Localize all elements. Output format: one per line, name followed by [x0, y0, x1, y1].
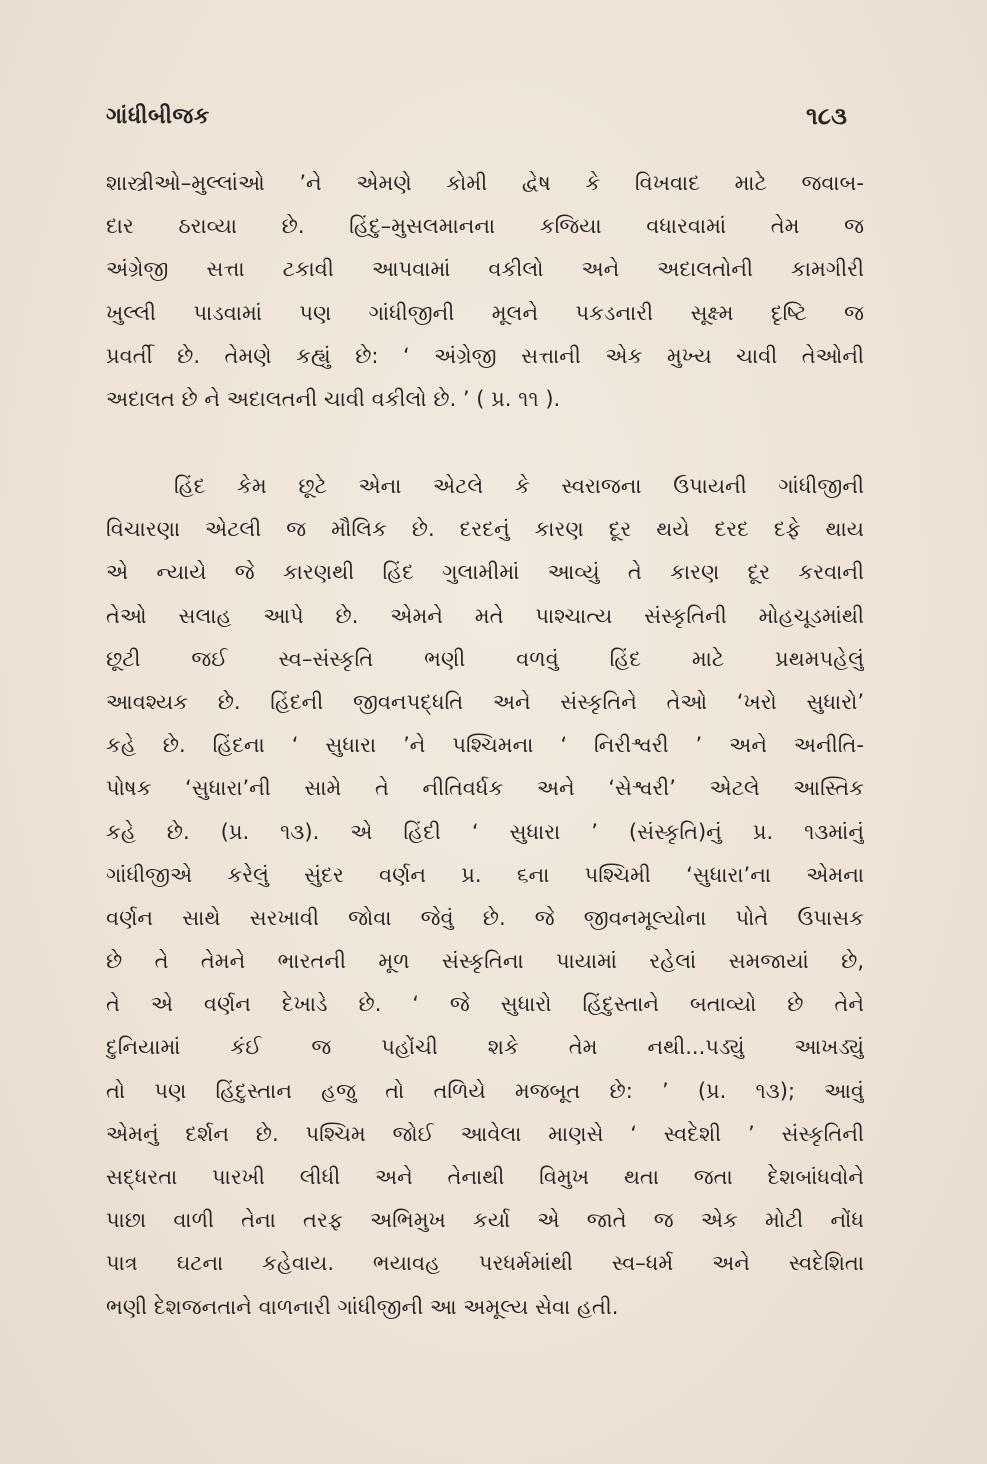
text-line: અદાલત છે ને અદાલતની ચાવી વકીલો છે. ’ ( પ્ર. ૧૧ ). — [106, 386, 561, 411]
running-title: ગાંધીબીજક — [106, 104, 210, 129]
text-line: એમનું દર્શન છે. પશ્ચિમ જોઈ આવેલા માણસે ‘ સ્વદેશી ’ સંસ્કૃતિની — [106, 1121, 864, 1146]
paragraph-2 — [106, 465, 864, 1329]
text-line: આવશ્યક છે. હિંદની જીવનપદ્ધતિ અને સંસ્કૃતિને તેઓ ‘ખરો સુધારો’ — [106, 689, 864, 714]
text-line: પાત્ર ઘટના કહેવાય. ભયાવહ પરધર્મમાંથી સ્વ–ધર્મ અને સ્વદેશિતા — [106, 1251, 864, 1276]
text-line: તે એ વર્ણન દેખાડે છે. ‘ જે સુધારો હિંદુસ્તાને બતાવ્યો છે તેને — [106, 992, 864, 1017]
text-line: અંગ્રેજી સત્તા ટકાવી આપવામાં વકીલો અને અદાલતોની કામગીરી — [106, 257, 864, 282]
text-line: સદ્ધરતા પારખી લીધી અને તેનાથી વિમુખ થતા જતા દેશબાંધવોને — [106, 1165, 864, 1189]
text-line: કહે છે. (પ્ર. ૧૩). એ હિંદી ‘ સુધારા ’ (સંસ્કૃતિ)નું પ્ર. ૧૩માંનું — [106, 819, 864, 844]
text-line: તેઓ સલાહ આપે છે. એમને મતે પાશ્ચાત્ય સંસ્કૃતિની મોહચૂડમાંથી — [106, 603, 864, 628]
text-line: કહે છે. હિંદના ‘ સુધારા ’ને પશ્ચિમના ‘ નિરીશ્વરી ’ અને અનીતિ- — [106, 733, 864, 758]
text-line: છૂટી જઈ સ્વ–સંસ્કૃતિ ભણી વળવું હિંદ માટે પ્રથમપહેલું — [106, 646, 864, 671]
text-line: છે તે તેમને ભારતની મૂળ સંસ્કૃતિના પાયામાં રહેલાં સમજાયાં છે, — [106, 949, 864, 974]
text-line: પોષક ‘સુધારા’ની સામે તે નીતિવર્ધક અને ‘સેશ્વરી’ એટલે આસ્તિક — [106, 776, 864, 801]
text-line: વિચારણા એટલી જ મૌલિક છે. દરદનું કારણ દૂર થયે દરદ દફે થાય — [106, 517, 864, 542]
text-line: શાસ્ત્રીઓ–મુલ્લાંઓ ’ને એમણે કોમી દ્વેષ કે વિખવાદ માટે જવાબ- — [106, 171, 864, 195]
text-line: તો પણ હિંદુસ્તાન હજુ તો તળિયે મજબૂત છે: ’ (પ્ર. ૧૩); આવું — [106, 1078, 864, 1103]
text-line: એ ન્યાયે જે કારણથી હિંદ ગુલામીમાં આવ્યું તે કારણ દૂર કરવાની — [106, 560, 864, 585]
text-line: દાર ઠરાવ્યા છે. હિંદુ–મુસલમાનના કજિયા વધારવામાં તેમ જ — [106, 214, 864, 239]
text-line: દુનિયામાં કંઈ જ પહોંચી શકે તેમ નથી...પડ્યું આખડ્યું — [106, 1035, 864, 1060]
paragraph-1 — [106, 162, 864, 421]
text-line: પાછા વાળી તેના તરફ અભિમુખ કર્યા એ જાતે જ એક મોટી નોંધ — [106, 1208, 864, 1233]
text-line: ખુલ્લી પાડવામાં પણ ગાંધીજીની મૂલને પકડનારી સૂક્ષ્મ દૃષ્ટિ જ — [106, 300, 864, 325]
text-line: ગાંધીજીએ કરેલું સુંદર વર્ણન પ્ર. ૬ના પશ્ચિમી ‘સુધારા’ના એમના — [106, 862, 864, 887]
text-line: પ્રવર્તી છે. તેમણે કહ્યું છે: ‘ અંગ્રેજી સત્તાની એક મુખ્ય ચાવી તેઓની — [106, 343, 864, 368]
text-line: ભણી દેશજનતાને વાળનારી ગાંધીજીની આ અમૂલ્ય સેવા હતી. — [106, 1294, 619, 1319]
text-line: હિંદ કેમ છૂટે એના એટલે કે સ્વરાજના ઉપાયની ગાંધીજીની — [174, 474, 864, 498]
page-number: ૧૮૩ — [806, 102, 847, 130]
text-line: વર્ણન સાથે સરખાવી જોવા જેવું છે. જે જીવનમૂલ્યોના પોતે ઉપાસક — [106, 905, 864, 930]
